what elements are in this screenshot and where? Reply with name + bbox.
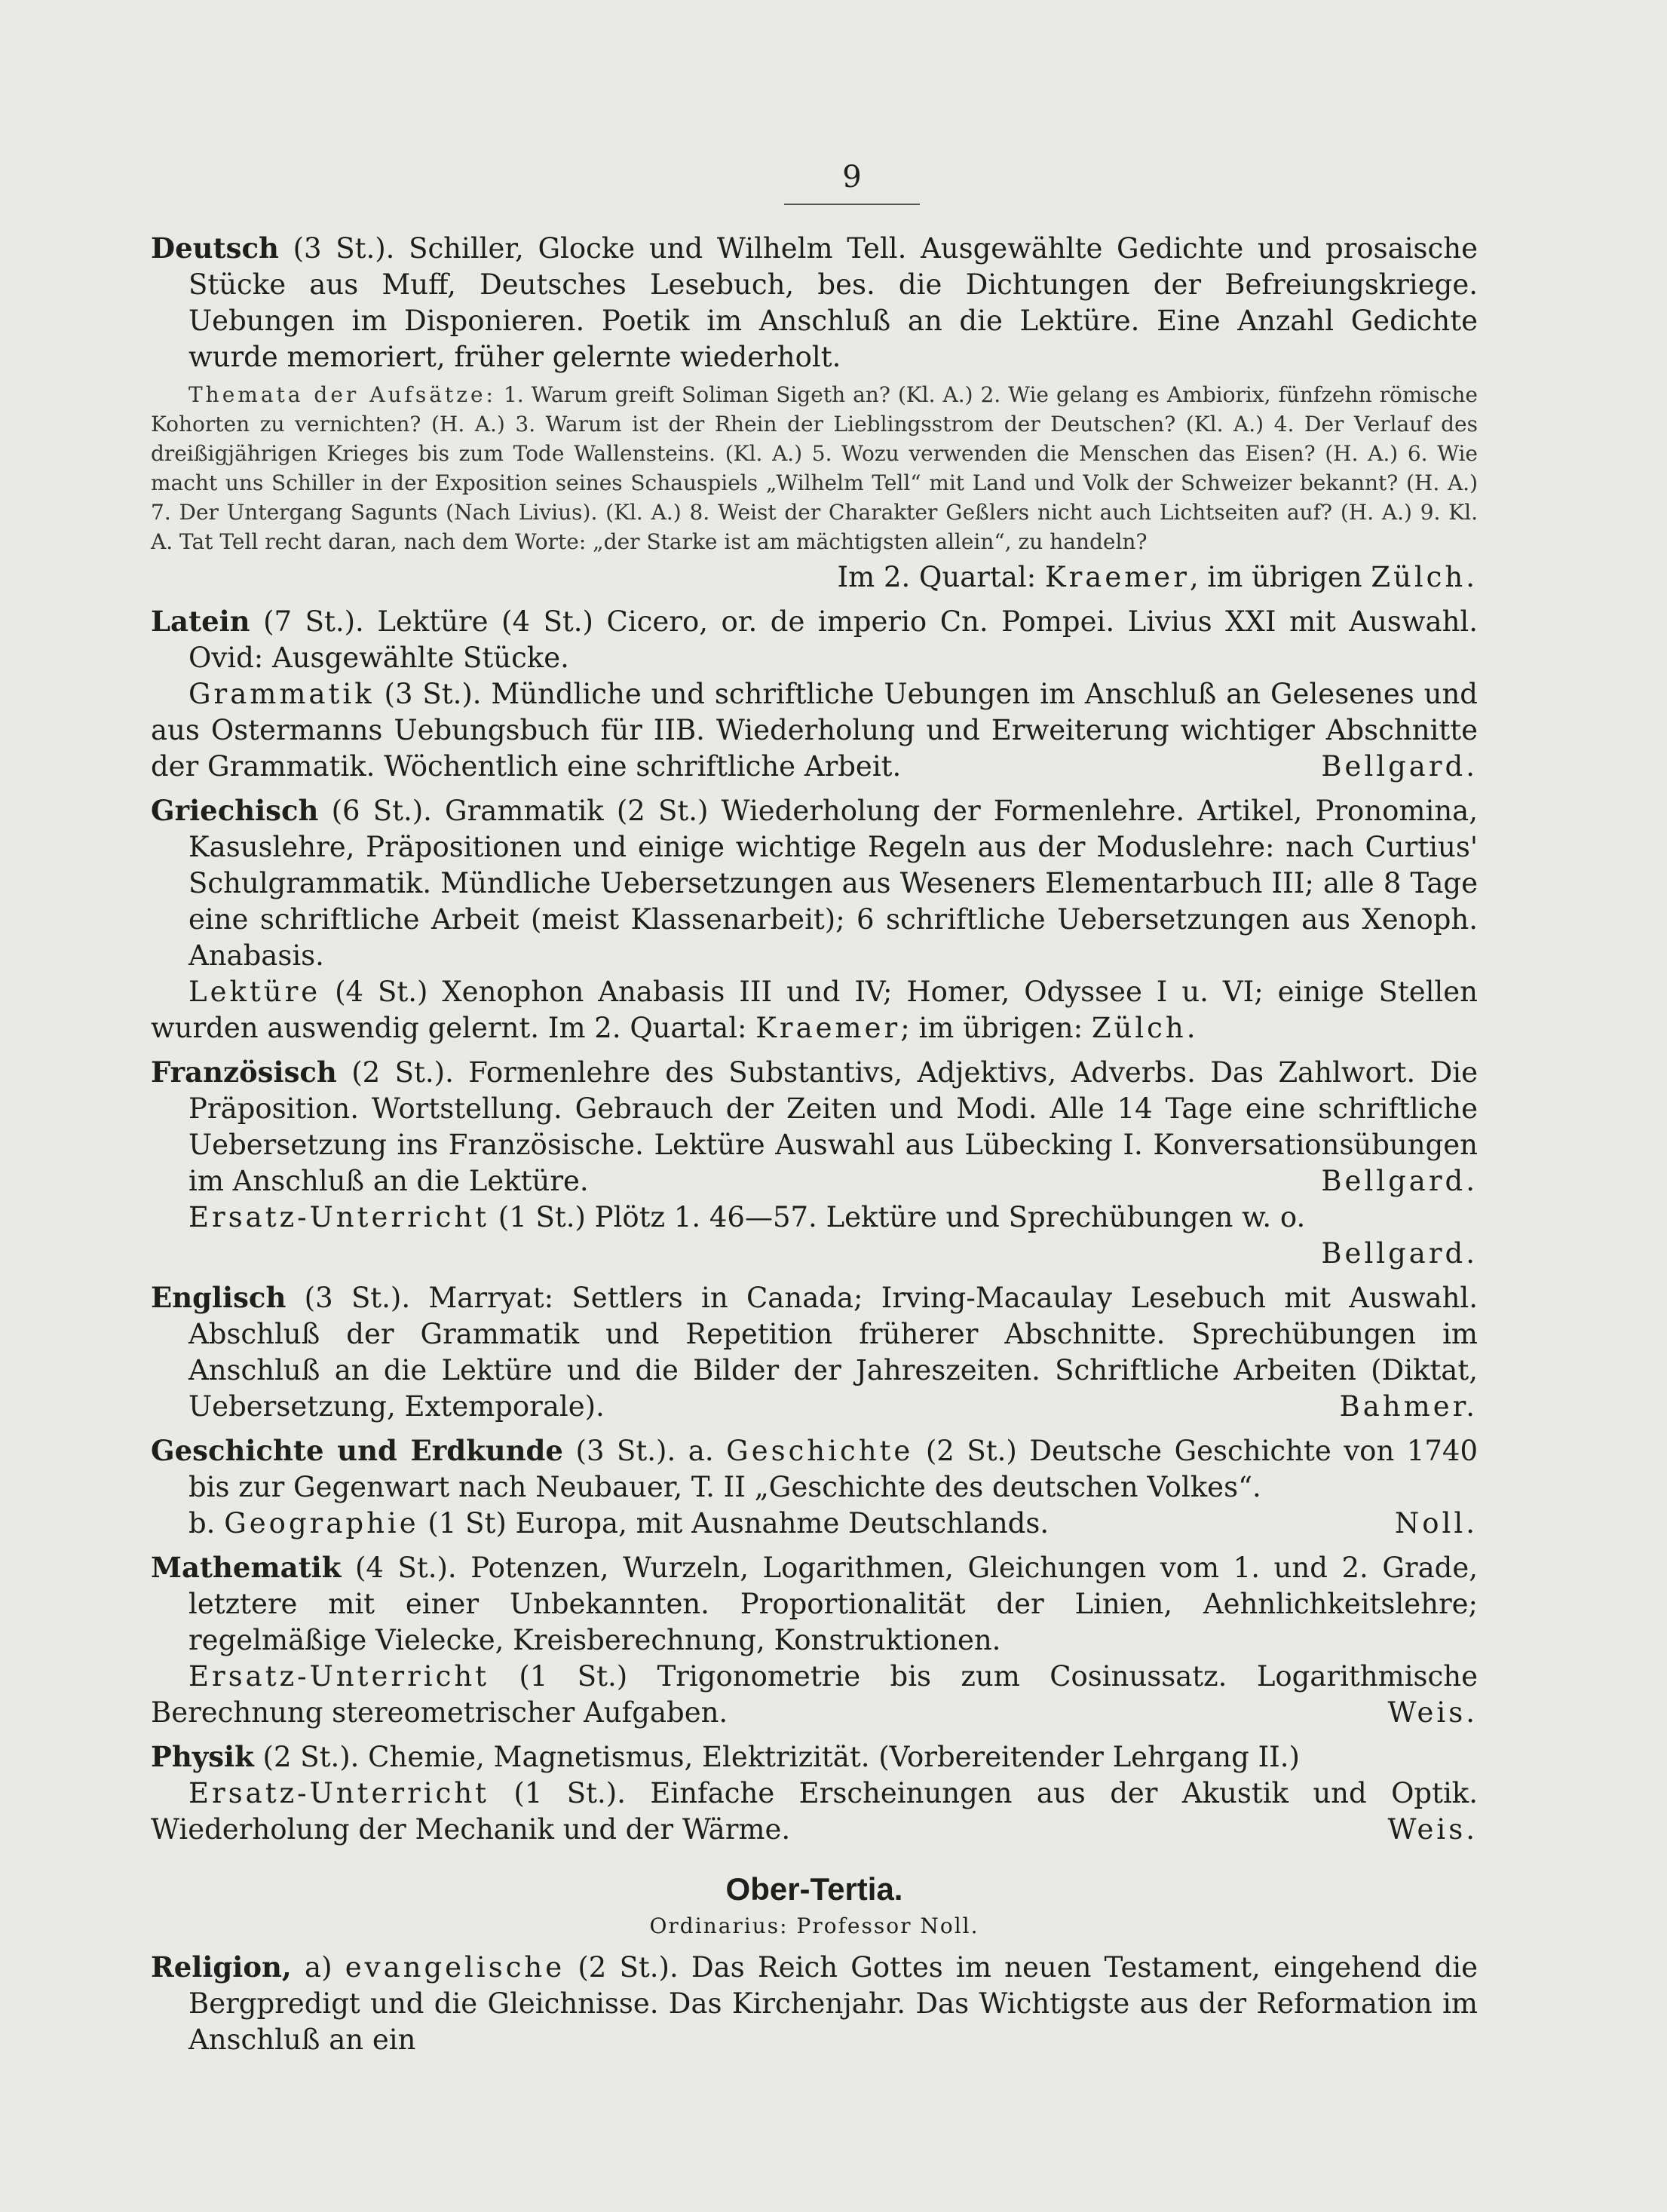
latein-grammatik-text: (3 St.). Mündliche und schriftliche Uebungen im Anschluß an Gelesenes und aus Ostermanns Uebungsbuch für IIB. Wiederholung und Erweiterung wichtiger Abschnitte der Grammatik. Wöchentlich eine schriftliche Arbeit. bbox=[151, 678, 1478, 783]
franzoesisch-ersatz bbox=[151, 1199, 1478, 1272]
geographie-line bbox=[151, 1506, 1478, 1542]
geschichte-heading: Geschichte und Erdkunde bbox=[151, 1434, 563, 1467]
griechisch-teacher-mid: ; im übrigen: bbox=[900, 1012, 1092, 1044]
deutsch-paragraph bbox=[151, 230, 1478, 375]
mathematik-ersatz-label: Ersatz-Unterricht bbox=[188, 1660, 490, 1693]
geschichte-teacher: Noll. bbox=[1394, 1507, 1478, 1540]
deutsch-text: (3 St.). Schiller, Glocke und Wilhelm Tell. Ausgewählte Gedichte und prosaische Stücke aus Muff, Deutsches Lesebuch, bes. die Dichtungen der Befreiungskriege. Uebungen im Disponieren. Poetik im Anschluß an die Lektüre. Eine Anzahl Gedichte wurde memoriert, früher gelernte wiederholt. bbox=[188, 232, 1478, 373]
physik-teacher: Weis. bbox=[1387, 1813, 1478, 1846]
geschichte-text: (2 St.) Deutsche Geschichte von 1740 bis zur Gegenwart nach Neubauer, T. II „Geschichte des deutschen Volkes“. bbox=[188, 1435, 1479, 1503]
page-content bbox=[151, 230, 1478, 2058]
griechisch-text: (6 St.). Grammatik (2 St.) Wiederholung der Formenlehre. Artikel, Pronomina, Kasuslehre, Präpositionen und einige wichtige Regeln aus der Moduslehre: nach Curtius' Schulgrammatik. Mündliche Uebersetzungen aus Weseners Elementarbuch III; alle 8 Tage eine schriftliche Arbeit (meist Klassenarbeit); 6 schriftliche Uebersetzungen aus Xenoph. Anabasis. bbox=[188, 795, 1478, 972]
latein-teacher: Bellgard. bbox=[1321, 750, 1478, 783]
franzoesisch-heading: Französisch bbox=[151, 1055, 337, 1089]
physik-ersatz-label: Ersatz-Unterricht bbox=[188, 1777, 490, 1809]
mathematik-text: (4 St.). Potenzen, Wurzeln, Logarithmen, Gleichungen vom 1. und 2. Grade, letztere mit einer Unbekannten. Proportionalität der Linien, Aehnlichkeitslehre; regelmäßige Vielecke, Kreisberechnung, Konstruktionen. bbox=[188, 1552, 1478, 1656]
griechisch-paragraph bbox=[151, 792, 1478, 974]
physik-heading: Physik bbox=[151, 1740, 254, 1773]
deutsch-teacher-line bbox=[151, 559, 1478, 596]
geographie-text: (1 St) Europa, mit Ausnahme Deutschlands. bbox=[418, 1507, 1050, 1540]
deutsch-teacher-b: Zülch. bbox=[1371, 561, 1478, 593]
franzoesisch-ersatz-label: Ersatz-Unterricht bbox=[188, 1201, 490, 1233]
geschichte-text-pre: (3 St.). a. bbox=[562, 1435, 727, 1467]
franzoesisch-ersatz-text: (1 St.) Plötz 1. 46—57. Lektüre und Sprechübungen w. o. bbox=[489, 1201, 1306, 1233]
deutsch-themata-label: Themata der Aufsätze: bbox=[188, 382, 496, 407]
griechisch-teacher-a: Kraemer bbox=[755, 1012, 901, 1044]
mathematik-ersatz-text: (1 St.) Trigonometrie bis zum Cosinussatz. Logarithmische Berechnung stereometrischer Aufgaben. bbox=[151, 1660, 1478, 1729]
griechisch-lektuere-label: Lektüre bbox=[188, 976, 321, 1008]
ober-tertia-title: Ober-Tertia. bbox=[725, 1871, 903, 1907]
latein-text: (7 St.). Lektüre (4 St.) Cicero, or. de imperio Cn. Pompei. Livius XXI mit Auswahl. Ovid: Ausgewählte Stücke. bbox=[188, 605, 1478, 674]
geographie-label: Geographie bbox=[224, 1507, 419, 1540]
religion-paragraph bbox=[151, 1949, 1478, 2058]
latein-grammatik-label: Grammatik bbox=[188, 678, 375, 710]
geschichte-a-label: Geschichte bbox=[726, 1435, 914, 1467]
ober-tertia-ordinarius: Ordinarius: Professor Noll. bbox=[649, 1913, 979, 1938]
franzoesisch-text: (2 St.). Formenlehre des Substantivs, Adjektivs, Adverbs. Das Zahlwort. Die Präposition. Wortstellung. Gebrauch der Zeiten und Modi. Alle 14 Tage eine schriftliche Uebersetzung ins Französische. Lektüre Auswahl aus Lübecking I. Konversationsübungen im Anschluß an die Lektüre. bbox=[188, 1056, 1478, 1197]
physik-paragraph bbox=[151, 1739, 1478, 1775]
deutsch-teacher-pre: Im 2. Quartal: bbox=[837, 561, 1045, 593]
deutsch-themata bbox=[151, 380, 1478, 556]
mathematik-ersatz bbox=[151, 1659, 1478, 1731]
deutsch-themata-text: 1. Warum greift Soliman Sigeth an? (Kl. A.) 2. Wie gelang es Ambiorix, fünfzehn römische Kohorten zu vernichten? (H. A.) 3. Warum ist der Rhein der Lieblingsstrom der Deutschen? (Kl. A.) 4. Der Verlauf des dreißigjährigen Krieges bis zum Tode Wallensteins. (Kl. A.) 5. Wozu verwenden die Menschen das Eisen? (H. A.) 6. Wie macht uns Schiller in der Exposition seines Schauspiels „Wilhelm Tell“ mit Land und Volk der Schweizer bekannt? (H. A.) 7. Der Untergang Sagunts (Nach Livius). (Kl. A.) 8. Weist der Charakter Geßlers nicht auch Lichtseiten auf? (H. A.) 9. Kl. A. Tat Tell recht daran, nach dem Worte: „der Starke ist am mächtigsten allein“, zu handeln? bbox=[151, 382, 1478, 554]
religion-heading: Religion, bbox=[151, 1950, 292, 1984]
page-number: 9 bbox=[842, 160, 862, 195]
griechisch-lektuere-text: (4 St.) Xenophon Anabasis III und IV; Homer, Odyssee I u. VI; einige Stellen wurden auswendig gelernt. bbox=[151, 976, 1478, 1044]
englisch-paragraph bbox=[151, 1279, 1478, 1425]
religion-a-pre: a) bbox=[291, 1951, 345, 1984]
mathematik-teacher: Weis. bbox=[1387, 1696, 1478, 1729]
griechisch-teacher-pre: Im 2. Quartal: bbox=[547, 1012, 756, 1044]
griechisch-lektuere bbox=[151, 974, 1478, 1046]
deutsch-heading: Deutsch bbox=[151, 231, 279, 265]
religion-a-label: evangelische bbox=[345, 1951, 565, 1984]
page-number-rule bbox=[784, 204, 920, 205]
latein-heading: Latein bbox=[151, 605, 250, 638]
franzoesisch-paragraph bbox=[151, 1054, 1478, 1199]
mathematik-paragraph bbox=[151, 1549, 1478, 1659]
latein-paragraph bbox=[151, 603, 1478, 676]
franzoesisch-teacher: Bellgard. bbox=[1321, 1165, 1478, 1197]
religion-text: (2 St.). Das Reich Gottes im neuen Testament, eingehend die Bergpredigt und die Gleichnisse. Das Kirchenjahr. Das Wichtigste aus der Reformation im Anschluß an ein bbox=[188, 1951, 1478, 2056]
mathematik-heading: Mathematik bbox=[151, 1551, 342, 1584]
geographie-pre: b. bbox=[188, 1507, 225, 1540]
griechisch-heading: Griechisch bbox=[151, 794, 319, 827]
physik-text: (2 St.). Chemie, Magnetismus, Elektrizität. (Vorbereitender Lehrgang II.) bbox=[253, 1741, 1300, 1773]
griechisch-teacher-b: Zülch. bbox=[1091, 1012, 1199, 1044]
geschichte-paragraph bbox=[151, 1432, 1478, 1506]
englisch-teacher: Bahmer. bbox=[1339, 1390, 1478, 1423]
deutsch-teacher-mid: , im übrigen bbox=[1189, 561, 1371, 593]
englisch-heading: Englisch bbox=[151, 1281, 287, 1314]
deutsch-teacher-a: Kraemer bbox=[1044, 561, 1190, 593]
physik-ersatz bbox=[151, 1775, 1478, 1848]
physik-ersatz-text: (1 St.). Einfache Erscheinungen aus der Akustik und Optik. Wiederholung der Mechanik und der Wärme. bbox=[151, 1777, 1478, 1846]
latein-grammatik bbox=[151, 676, 1478, 785]
englisch-text: (3 St.). Marryat: Settlers in Canada; Irving-Macaulay Lesebuch mit Auswahl. Abschluß der Grammatik und Repetition früherer Abschnitte. Sprechübungen im Anschluß an die Lektüre und die Bilder der Jahreszeiten. Schriftliche Arbeiten (Diktat, Uebersetzung, Extemporale). bbox=[188, 1282, 1478, 1423]
franzoesisch-ersatz-teacher: Bellgard. bbox=[1321, 1237, 1478, 1270]
